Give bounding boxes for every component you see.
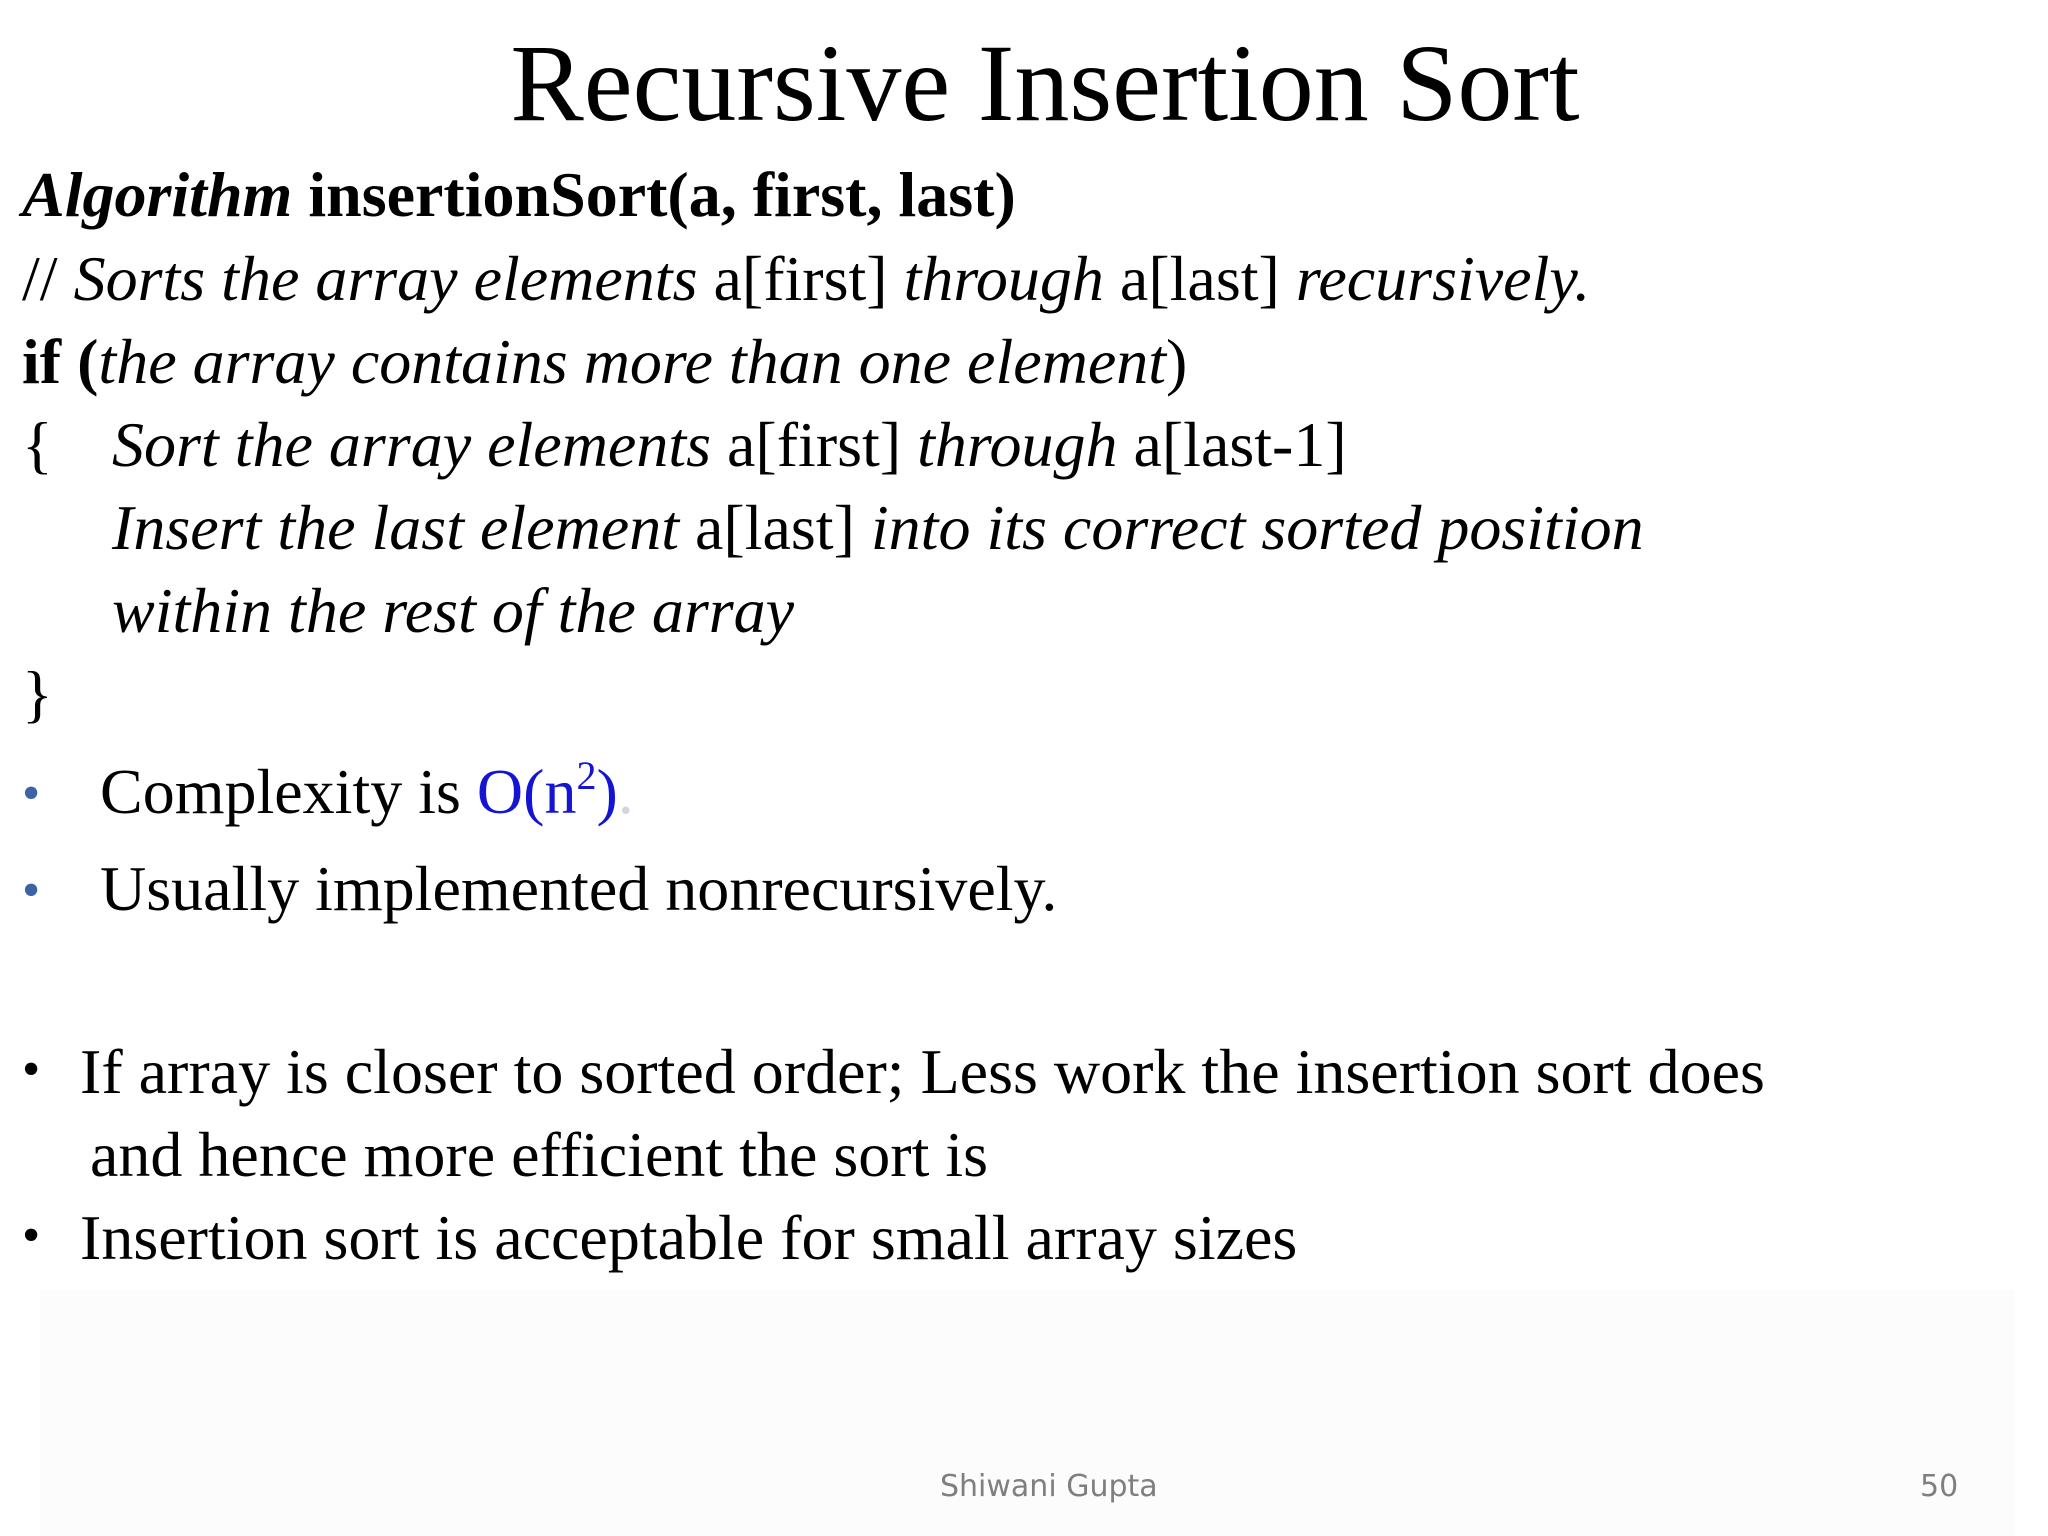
comment-text-3: recursively. (1295, 243, 1591, 314)
bullet-dot: • (22, 862, 41, 919)
bullet-usually: Usually implemented nonrecursively. (100, 853, 1058, 924)
algorithm-insert-step (112, 492, 1644, 563)
if-condition: the array contains more than one element (98, 326, 1167, 397)
footer-author: Shiwani Gupta (940, 1469, 1158, 1504)
brace-close: } (22, 658, 53, 729)
bullet-acceptable: Insertion sort is acceptable for small array sizes (80, 1202, 1298, 1273)
sort-text: Sort the array elements (112, 409, 711, 480)
if-open-paren: ( (61, 326, 99, 397)
sort-through: through (917, 409, 1118, 480)
algorithm-within-line: within the rest of the array (112, 575, 795, 646)
if-close-paren: ) (1166, 326, 1188, 397)
algorithm-header (22, 159, 1016, 230)
comment-text-1: Sorts the array elements (73, 243, 698, 314)
bullet-complexity (100, 753, 634, 827)
algorithm-sort-step (112, 409, 1347, 480)
algorithm-keyword: Algorithm (22, 159, 293, 230)
bullet-dot: • (22, 1207, 41, 1264)
comment-code-1: a[first] (697, 243, 904, 314)
algorithm-comment (22, 243, 1591, 314)
insert-code: a[last] (678, 492, 871, 563)
complexity-close: ) (596, 756, 618, 827)
comment-prefix: // (22, 243, 74, 314)
bullet-dot: • (22, 1041, 41, 1098)
complexity-notation (476, 753, 618, 827)
if-keyword: if (22, 326, 62, 397)
sort-code-2: a[last-1] (1117, 409, 1347, 480)
complexity-exponent: 2 (576, 753, 597, 798)
complexity-prefix: Complexity is (100, 756, 477, 827)
comment-text-2: through (903, 243, 1104, 314)
bullet-closer-line-1: If array is closer to sorted order; Less work the insertion sort does (80, 1036, 1765, 1107)
insert-rest: into its correct sorted position (870, 492, 1644, 563)
algorithm-signature: insertionSort(a, first, last) (292, 159, 1016, 230)
complexity-base: O(n (476, 756, 577, 827)
sort-code-1: a[first] (711, 409, 918, 480)
slide-title: Recursive Insertion Sort (510, 22, 1580, 144)
comment-code-2: a[last] (1103, 243, 1296, 314)
complexity-trailing-dot: . (617, 756, 634, 827)
bullet-dot: • (22, 765, 41, 822)
bullet-closer-line-2: and hence more efficient the sort is (90, 1119, 989, 1190)
brace-open: { (22, 409, 53, 480)
algorithm-if-line (22, 326, 1188, 397)
insert-text: Insert the last element (112, 492, 679, 563)
footer-page-number: 50 (1920, 1469, 1959, 1504)
